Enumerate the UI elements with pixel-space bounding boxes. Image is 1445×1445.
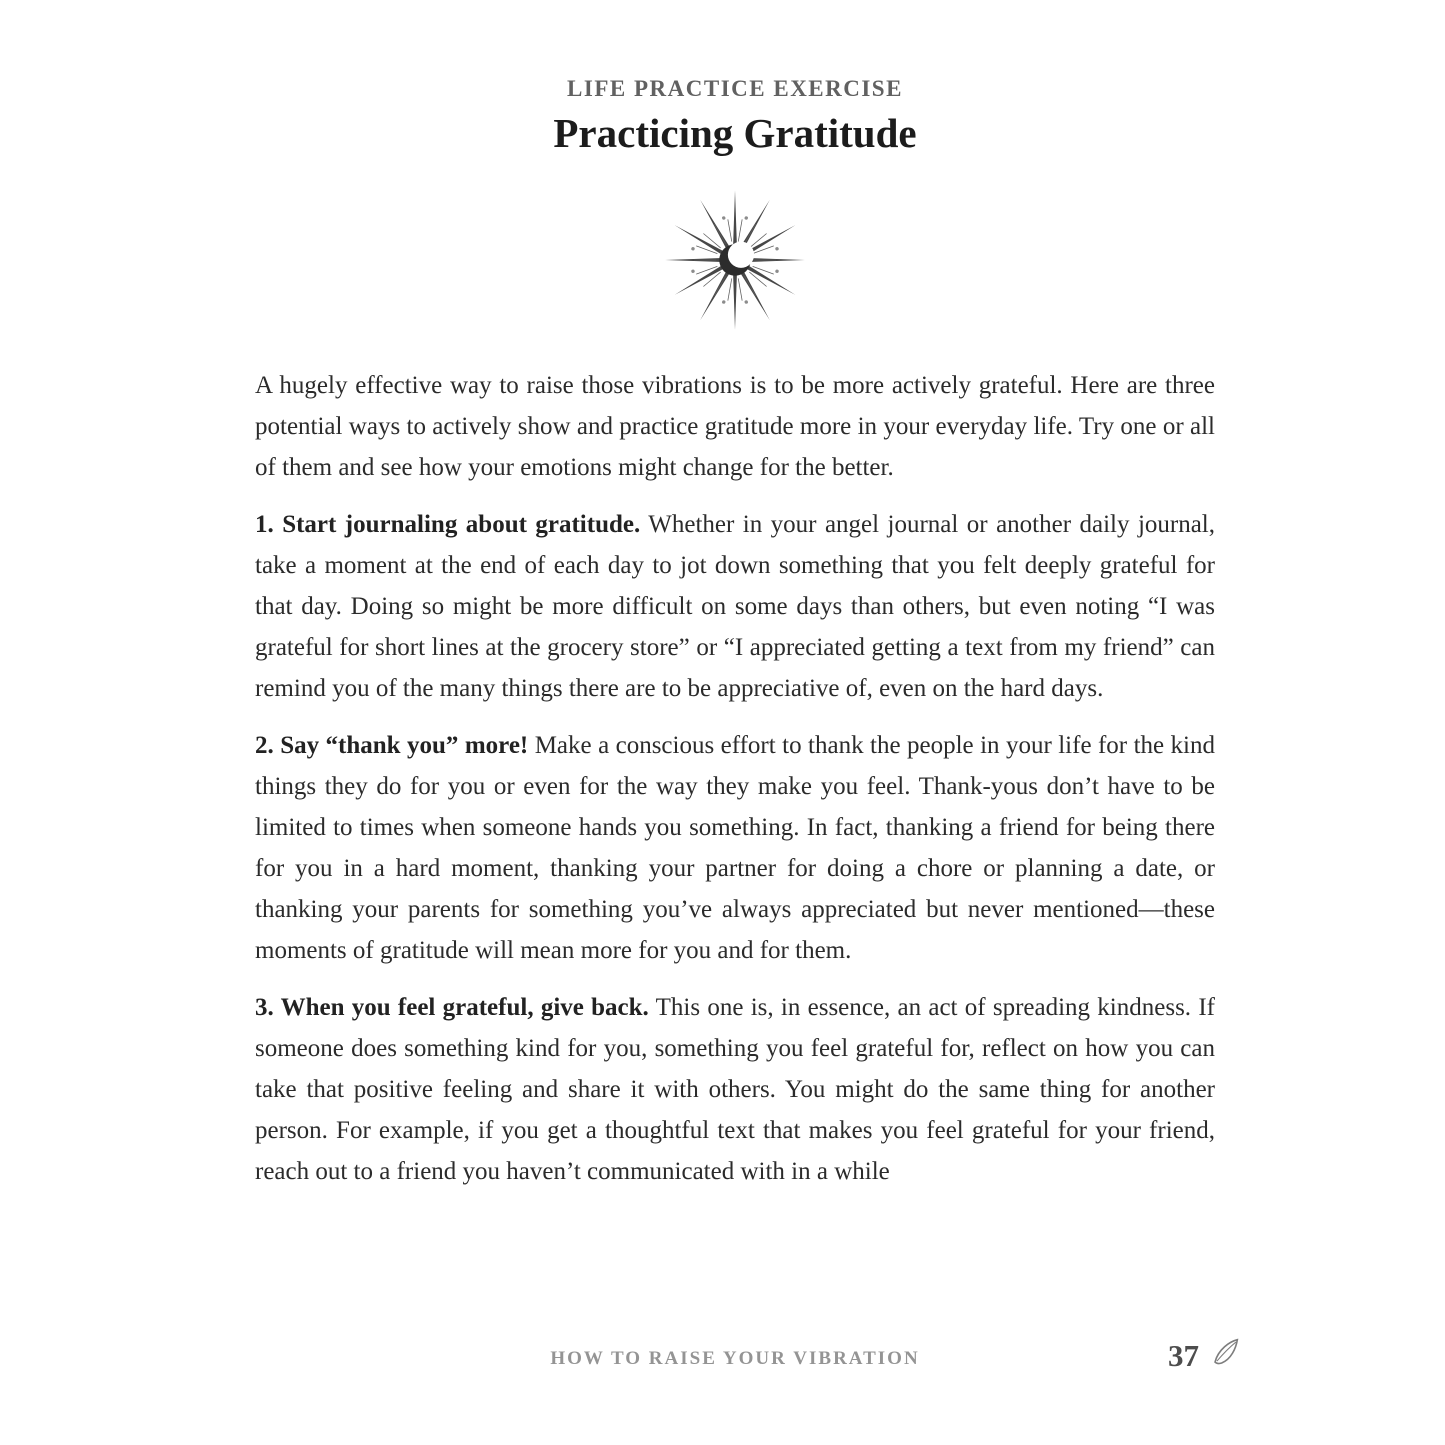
item-3-body: This one is, in essence, an act of spreading kindness. If someone does something kind for you, something you feel grateful for, reflect on how you can take that positive feeling and share it with others. You might do the same thing for another person. For example, if you get a thoughtful text that makes you feel grateful for your friend, reach out to a friend you haven’t communicated with in a while <box>255 994 1215 1186</box>
running-title: HOW TO RAISE YOUR VIBRATION <box>550 1348 920 1369</box>
item-2-lead: 2. Say “thank you” more! <box>255 732 529 760</box>
intro-paragraph: A hugely effective way to raise those vibrations is to be more actively grateful. Here are three potential ways to actively show and practice gratitude more in your everyday life. Try one or all of them and see how your emotions might change for the better. <box>255 372 1215 482</box>
content-column <box>255 0 1215 1208</box>
practice-item-2 <box>255 725 1215 971</box>
item-1-lead: 1. Start journaling about gratitude. <box>255 511 641 539</box>
body-text <box>255 365 1215 1192</box>
practice-item-3 <box>255 987 1215 1192</box>
page-number: 37 <box>1168 1337 1199 1373</box>
item-1-body: Whether in your angel journal or another daily journal, take a moment at the end of each day to jot down something that you felt deeply grateful for that day. Doing so might be more difficult on some days than others, but even noting “I was grateful for short lines at the grocery store” or “I appreciated getting a text from my friend” can remind you of the many things there are to be appreciative of, even on the hard days. <box>255 511 1216 703</box>
starburst-crescent-moon-icon <box>255 185 1215 335</box>
item-3-lead: 3. When you feel grateful, give back. <box>255 994 649 1022</box>
item-2-body: Make a conscious effort to thank the people in your life for the kind things they do for you or even for the way they make you feel. Thank-yous don’t have to be limited to times when someone hands you something. In fact, thanking a friend for being there for you in a hard moment, thanking your partner for doing a chore or planning a date, or thanking your parents for something you’ve always appreciated but never mentioned—these moments of gratitude will mean more for you and for them. <box>255 732 1215 965</box>
practice-item-1 <box>255 504 1215 709</box>
feather-icon <box>1206 1334 1244 1377</box>
page-number-block <box>1168 1334 1244 1377</box>
section-eyebrow: LIFE PRACTICE EXERCISE <box>567 76 903 101</box>
page-title: Practicing Gratitude <box>553 110 917 156</box>
